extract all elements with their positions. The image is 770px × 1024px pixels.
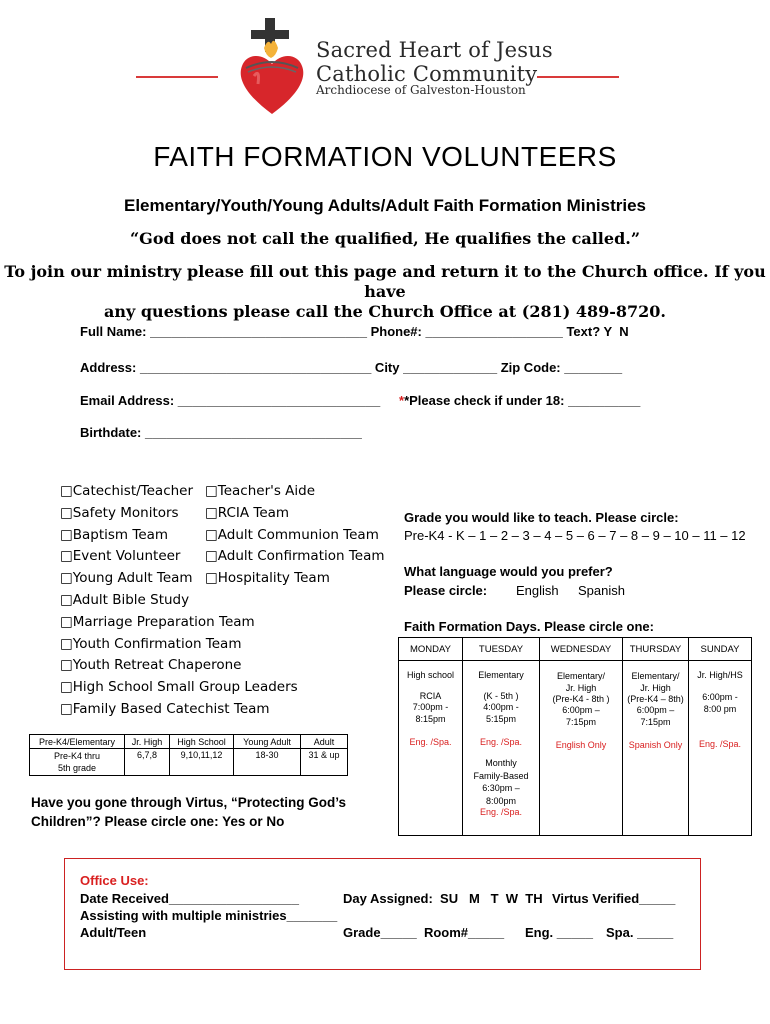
virtus-question[interactable]	[31, 793, 346, 831]
sunday-lang: Eng. /Spa.	[698, 739, 742, 749]
monday-cell	[399, 661, 463, 836]
thursday-group: Elementary/ Jr. High	[631, 671, 680, 693]
ministry-checkbox[interactable]: □High School Small Group Leaders	[60, 679, 298, 696]
ministry-checkbox[interactable]: □Catechist/Teacher	[60, 483, 194, 499]
date-received-field[interactable]: Date Received__________________	[80, 891, 300, 906]
sunday-cell	[689, 661, 752, 836]
email-field[interactable]: Email Address: ____________________________	[80, 393, 381, 408]
language-heading: What language would you prefer?	[404, 564, 613, 579]
monday-time: 7:00pm - 8:15pm	[412, 702, 449, 724]
thursday-lang: Spanish Only	[628, 740, 683, 750]
day-assigned-field[interactable]: Day Assigned: SU M T W TH	[343, 891, 543, 906]
monday-group: High school	[406, 670, 455, 680]
full-name-field[interactable]: Full Name: ______________________________ Phone#: ___________________ Text? Y N	[80, 324, 629, 339]
adult-teen-field[interactable]: Adult/Teen	[80, 925, 147, 940]
thursday-time: 6:00pm – 7:15pm	[636, 705, 675, 727]
tuesday-cell	[463, 661, 540, 836]
tuesday-program: (K - 5th )	[483, 691, 519, 701]
age-value: 18-30	[234, 749, 301, 776]
monday-lang: Eng. /Spa.	[409, 737, 452, 747]
grade-heading: Grade you would like to teach. Please circle:	[404, 510, 679, 525]
tuesday-monthly-lang: Eng. /Spa.	[479, 807, 523, 817]
language-circle-label: Please circle:	[404, 583, 488, 598]
tuesday-lang: Eng. /Spa.	[479, 737, 523, 747]
office-use-title: Office Use:	[80, 873, 149, 888]
ministry-checkbox[interactable]: □Adult Confirmation Team	[205, 548, 385, 565]
org-name-line3: Archdiocese of Galveston-Houston	[316, 83, 526, 97]
join-line1: To join our ministry please fill out this page and return it to the Church office. If you have	[4, 262, 766, 301]
ministry-checkbox[interactable]: □Youth Confirmation Team	[60, 635, 242, 652]
ministry-checkbox[interactable]: □Marriage Preparation Team	[60, 613, 255, 630]
org-name-line1: Sacred Heart of Jesus	[316, 38, 553, 62]
header-rule-left	[136, 76, 218, 78]
grade-options[interactable]: Pre-K4 - K – 1 – 2 – 3 – 4 – 5 – 6 – 7 – 8 – 9 – 10 – 11 – 12	[404, 528, 746, 543]
day-header-sunday[interactable]: SUNDAY	[689, 638, 752, 661]
wednesday-cell	[540, 661, 623, 836]
faith-formation-days-table	[398, 637, 752, 836]
age-header: Jr. High	[125, 735, 170, 749]
wednesday-program: (Pre-K4 - 8th )	[552, 694, 610, 704]
thursday-cell	[623, 661, 689, 836]
grade-room-field[interactable]: Grade_____ Room#_____	[343, 925, 505, 940]
day-header-thursday[interactable]: THURSDAY	[623, 638, 689, 661]
age-value: 9,10,11,12	[170, 749, 234, 776]
age-value: 31 & up	[301, 749, 348, 776]
join-line2: any questions please call the Church Office at (281) 489-8720.	[104, 302, 666, 321]
age-header: Pre-K4/Elementary	[30, 735, 125, 749]
virtus-line2: Children”? Please circle one: Yes or No	[31, 814, 285, 829]
age-header: Adult	[301, 735, 348, 749]
sunday-time: 6:00pm - 8:00 pm	[702, 692, 738, 714]
age-header: Young Adult	[234, 735, 301, 749]
birthdate-field[interactable]: Birthdate: ______________________________	[80, 425, 362, 440]
language-english[interactable]: English	[516, 583, 559, 598]
day-header-tuesday[interactable]: TUESDAY	[463, 638, 540, 661]
assisting-field[interactable]: Assisting with multiple ministries_______	[80, 908, 338, 923]
under18-label: *Please check if under 18: __________	[404, 393, 641, 408]
ministry-checkbox[interactable]: □Teacher's Aide	[205, 483, 316, 499]
page-title: FAITH FORMATION VOLUNTEERS	[153, 141, 617, 172]
spa-field[interactable]: Spa. _____	[606, 925, 674, 940]
monday-program: RCIA	[419, 691, 442, 701]
days-heading: Faith Formation Days. Please circle one:	[404, 619, 654, 634]
day-header-wednesday[interactable]: WEDNESDAY	[540, 638, 623, 661]
ministry-checkbox[interactable]: □Hospitality Team	[205, 570, 330, 587]
language-spanish[interactable]: Spanish	[578, 583, 625, 598]
wednesday-group: Elementary/ Jr. High	[556, 671, 606, 693]
join-instructions	[0, 262, 770, 322]
age-groups-table	[29, 734, 348, 776]
eng-field[interactable]: Eng. _____	[525, 925, 593, 940]
virtus-verified-field[interactable]: Virtus Verified_____	[552, 891, 676, 906]
ministry-checkbox[interactable]: □Family Based Catechist Team	[60, 701, 270, 717]
age-value: Pre-K4 thru 5th grade	[30, 749, 125, 776]
ministry-checkbox[interactable]: □Youth Retreat Chaperone	[60, 657, 242, 674]
quote: “God does not call the qualified, He qualifies the called.”	[129, 229, 641, 248]
wednesday-lang: English Only	[555, 740, 607, 750]
org-name-line2: Catholic Community	[316, 62, 538, 86]
tuesday-monthly: Monthly Family-Based 6:30pm – 8:00pm	[473, 758, 529, 806]
sacred-heart-cross-icon	[238, 18, 306, 118]
ministry-checkbox[interactable]: □RCIA Team	[205, 504, 290, 521]
tuesday-time: 4:00pm - 5:15pm	[483, 702, 519, 724]
age-value: 6,7,8	[125, 749, 170, 776]
tuesday-group: Elementary	[478, 670, 524, 680]
header-rule-right	[537, 76, 619, 78]
ministry-checkbox[interactable]: □Young Adult Team	[60, 570, 193, 587]
sunday-group: Jr. High/HS	[697, 670, 743, 680]
ministry-checkbox[interactable]: □Event Volunteer	[60, 548, 181, 565]
ministry-checkbox[interactable]: □Adult Bible Study	[60, 592, 190, 608]
address-field[interactable]: Address: ________________________________ City _____________ Zip Code: ________	[80, 360, 623, 375]
ministry-checkbox[interactable]: □Adult Communion Team	[205, 526, 379, 543]
virtus-line1: Have you gone through Virtus, “Protecting God’s	[31, 795, 347, 810]
under18-field[interactable]: **Please check if under 18: __________	[399, 393, 641, 408]
wednesday-time: 6:00pm – 7:15pm	[562, 705, 600, 727]
day-header-monday[interactable]: MONDAY	[399, 638, 463, 661]
thursday-program: (Pre-K4 – 8th)	[627, 694, 684, 704]
ministry-checkbox[interactable]: □Safety Monitors	[60, 504, 179, 521]
ministry-checkbox[interactable]: □Baptism Team	[60, 526, 169, 543]
page-subtitle: Elementary/Youth/Young Adults/Adult Faith Formation Ministries	[124, 196, 646, 215]
age-header: High School	[170, 735, 234, 749]
